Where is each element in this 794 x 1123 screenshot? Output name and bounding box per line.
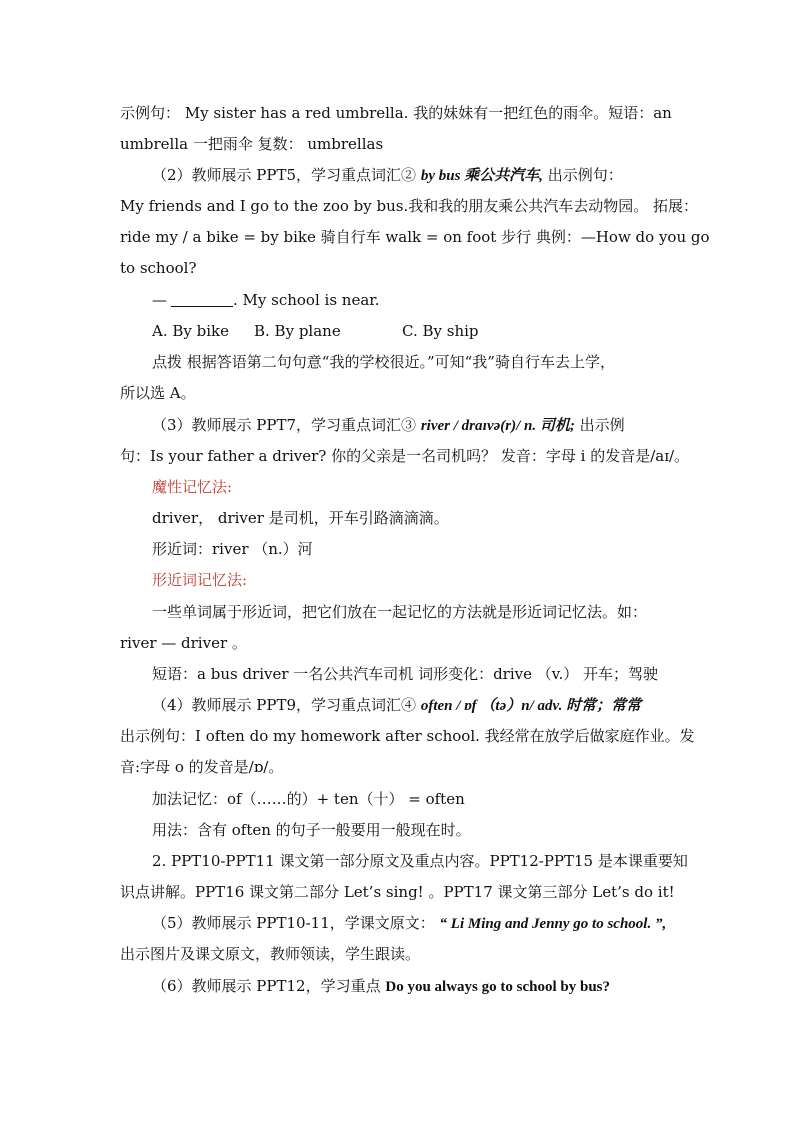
text-line [152, 415, 625, 435]
section-heading: 魔性记忆法: [152, 478, 233, 496]
item-intro: （6）教师展示 PPT12，学习重点 [152, 977, 381, 995]
text-line: 短语：a bus driver 一名公共汽车司机 词形变化：drive （v.） 开车；驾驶 [152, 665, 658, 683]
answer-sentence: . My school is near. [233, 291, 380, 309]
text-line: My friends and I go to the zoo by bus.我和我的朋友乘公共汽车去动物园。 拓展： [120, 197, 699, 215]
option-b: B. By plane [254, 322, 341, 340]
text-line: 出示图片及课文原文，教师领读，学生跟读。 [120, 945, 421, 963]
text-line [152, 290, 380, 310]
text-line [152, 913, 666, 933]
text-line: 识点讲解。PPT16 课文第二部分 Let’s sing! 。PPT17 课文第三部分 Let’s do it! [120, 883, 675, 901]
text-line: river — driver 。 [120, 634, 247, 652]
section-heading: 形近词记忆法: [152, 571, 248, 589]
key-vocabulary: by bus 乘公共汽车, [420, 168, 543, 184]
key-vocabulary: river / draɪvə(r)/ n. 司机; [420, 418, 575, 434]
lesson-title: “ Li Ming and Jenny go to school. ”, [439, 916, 667, 932]
text-line: 点拨 根据答语第二句句意“我的学校很近。”可知“我”骑自行车去上学， [152, 353, 615, 371]
text-line: 加法记忆：of（……的）+ ten（十） = often [152, 790, 465, 808]
key-vocabulary: often / ɒf （tə）n/ adv. 时常；常常 [420, 698, 642, 714]
text-line: 句：Is your father a driver? 你的父亲是一名司机吗？ 发音：字母 i 的发音是/aɪ/。 [120, 447, 690, 465]
key-sentence: Do you always go to school by bus? [385, 979, 611, 995]
item-intro: （2）教师展示 PPT5，学习重点词汇② [152, 166, 417, 184]
text-line: ride my / a bike = by bike 骑自行车 walk = on foot 步行 典例：—How do you go [120, 228, 710, 246]
text-line: 用法：含有 often 的句子一般要用一般现在时。 [152, 821, 471, 839]
text-line: 所以选 A。 [120, 384, 196, 402]
item-intro: （5）教师展示 PPT10-11，学课文原文： [152, 914, 435, 932]
item-intro: （4）教师展示 PPT9，学习重点词汇④ [152, 696, 417, 714]
text-line [152, 165, 623, 185]
options-line [152, 321, 479, 341]
text-line: 示例句： My sister has a red umbrella. 我的妹妹有一把红色的雨伞。短语：an [120, 104, 672, 122]
text-line: 出示例句：I often do my homework after school. 我经常在放学后做家庭作业。发 [120, 727, 695, 745]
text-line: 2. PPT10-PPT11 课文第一部分原文及重点内容。PPT12-PPT15 是本课重要知 [152, 852, 688, 870]
text-line: 一些单词属于形近词，把它们放在一起记忆的方法就是形近词记忆法。如： [152, 603, 648, 621]
answer-blank [171, 292, 233, 307]
dash: — [152, 291, 167, 309]
text-line: to school? [120, 259, 197, 277]
text-line: driver， driver 是司机，开车引路滴滴滴。 [152, 509, 449, 527]
text-line: umbrella 一把雨伞 复数： umbrellas [120, 135, 384, 153]
item-intro: （3）教师展示 PPT7，学习重点词汇③ [152, 416, 417, 434]
text-line [152, 976, 610, 996]
item-tail: 出示例句： [547, 166, 623, 184]
option-c: C. By ship [402, 322, 479, 340]
text-line: 音:字母 o 的发音是/ɒ/。 [120, 758, 284, 776]
item-tail: 出示例 [579, 416, 625, 434]
option-a: A. By bike [152, 322, 229, 340]
text-line: 形近词：river （n.）河 [152, 540, 313, 558]
text-line [152, 695, 641, 715]
